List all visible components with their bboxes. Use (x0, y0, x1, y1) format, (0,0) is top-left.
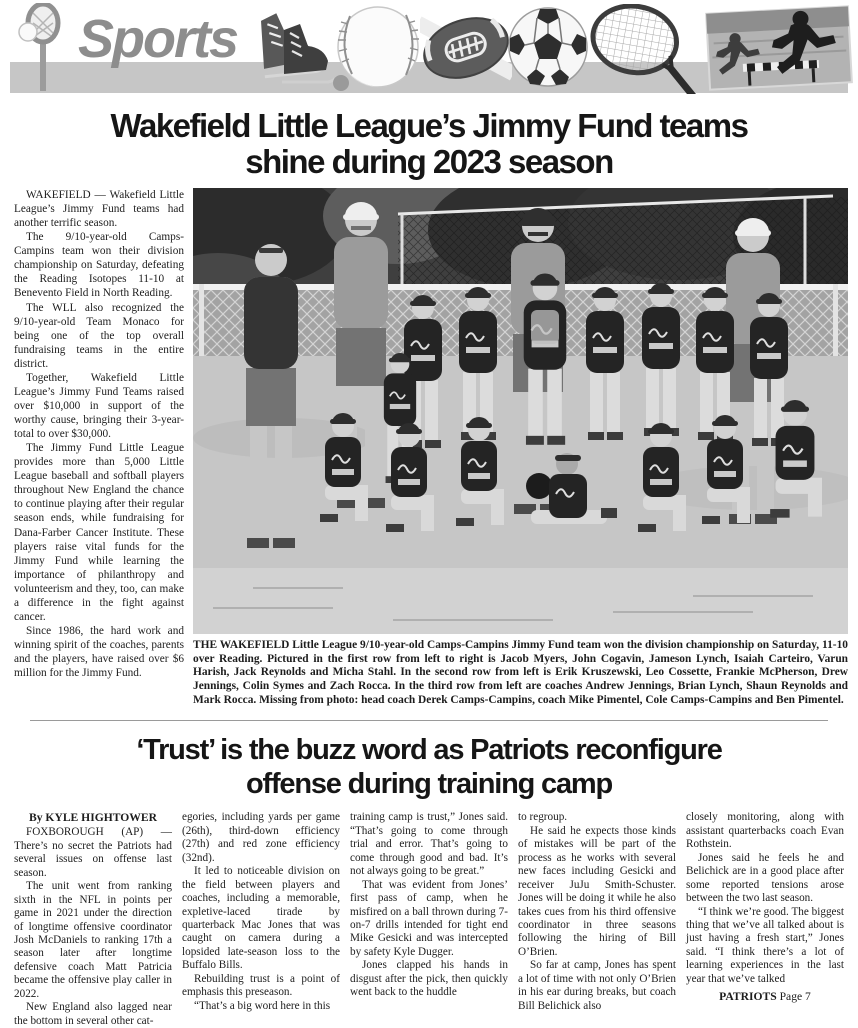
story1-paragraph: The 9/10-year-old Camps-Campins team won their division championship on Saturday, defeating the Reading Isotopes 11-10 at Benevento Field in North Reading. (14, 231, 184, 300)
sports-section-title: Sports (78, 9, 238, 69)
team-photo-figure (193, 188, 848, 707)
story1-paragraph: WAKEFIELD — Wakefield Little League’s Jimmy Fund teams had another terrific season. (14, 189, 184, 230)
story2-column-5 (686, 811, 844, 1028)
story2-headline (0, 733, 858, 801)
story2-paragraph: “That’s a big word here in this (194, 999, 331, 1012)
story2-paragraph: So far at camp, Jones has spent a lot of time with not only O’Brien in his ear during breaks, but coach Bill Belichick also (518, 959, 676, 1012)
story1-paragraph: The WLL also recognized the 9/10-year-old Team Monaco for being one of the top overall fundraising teams in the entire district. (14, 301, 184, 370)
story2-body (0, 811, 858, 1028)
sports-banner (0, 0, 858, 94)
tennis-racket-icon (588, 4, 708, 94)
story2-paragraph: He said he expects those kinds of mistakes will be part of the process as he works with several new faces including Gesicki and receiver JuJu Smith-Schuster. Jones will be doing it while he also takes cues from his third offensive coordinator in three seasons following the hiring of Bill O’Brien. (518, 824, 676, 958)
story2-paragraph: closely monitoring, along with assistant quarterbacks coach Evan Rothstein. (686, 811, 844, 851)
story1-body (14, 188, 184, 707)
story2-column-4 (518, 811, 676, 1028)
story2-paragraph: It led to noticeable division on the field between players and coaches, including a memorable, expletive-laced tirade by quarterback Mac Jones that was caught on camera during a lopsided late-season loss to the Buffalo Bills. (182, 865, 340, 972)
story2-paragraph: New England also lagged near the bottom in several other cat- (14, 1001, 172, 1027)
story2-paragraph: Jones said he feels he and Belichick are in a good place after some reported tensions arose between the two last season. (686, 851, 844, 905)
lacrosse-stick-icon (16, 3, 70, 93)
story2-headline-line2: offense during training camp (246, 768, 612, 801)
story2-paragraph: training camp is trust,” Jones said. “That’s going to come through trial and error. That’s going to come through good and bad. It’s not always going to be great.” (350, 811, 508, 878)
story1-paragraph: The Jimmy Fund Little League provides more than 5,000 Little League baseball and softball players throughout New England the chance to continue playing after their regular season ends, while fundraising for Dana-Farber Cancer Institute. These players raise vital funds for the Jimmy Fund while learning the importance of philanthropy and volunteerism and they, too, can make a difference in the fight against cancer. (14, 442, 184, 623)
story2-column-3 (350, 811, 508, 1028)
story1-headline-line1: Wakefield Little League’s Jimmy Fund teams (110, 107, 748, 144)
story2-paragraph: Jones clapped his hands in disgust after the pick, then quickly went back to the huddle (350, 959, 508, 999)
story1-headline (0, 108, 858, 180)
story2-paragraph: “I think we’re good. The biggest thing that we’ve all talked about is just having a fresh start,” Jones said. “I think there’s a lot of learning experiences in the last year that we’ve talked (686, 905, 844, 985)
continuation-line (686, 990, 844, 1003)
football-icon (420, 3, 512, 93)
story2-column-2 (182, 811, 340, 1028)
baseball-icon (332, 4, 422, 92)
story2-column-1 (14, 811, 172, 1028)
photo-caption: THE WAKEFIELD Little League 9/10-year-old Camps-Campins Jimmy Fund team won the division championship on Saturday, 11-10 over Reading. Pictured in the first row from left to right is Jacob Myers, John Cogavin, Jameson Lynch, Isaiah Carteiro, Varun Harish, Jack Reynolds and Micha Stahl. In the second row from left is Erik Kruszewski, Leo Cossette, Frankie McPherson, Drew Jennings, Colin Symes and Zach Rocca. In the third row from left are coaches Andrew Jennings, Brian Lynch, Shaun Reynolds and Mark Rocca. Missing from photo: head coach Derek Camps-Campins, coach Mike Pimentel, Cole Camps-Campins and Ben Pimentel. (193, 639, 848, 706)
story2-paragraph: The unit went from ranking sixth in the NFL in points per game in 2021 under the direction of longtime offensive coordinator Josh McDaniels to ranking 17th a season later after longtime defensive coach Matt Patricia became the offensive play caller in 2022. (14, 880, 172, 1000)
story2-headline-line1: ‘Trust’ is the buzz word as Patriots reconfigure (136, 734, 722, 767)
story2-paragraph: egories, including yards per game (26th), third-down efficiency (27th) and red zone efficiency (32nd). (182, 811, 340, 864)
story1-layout (0, 188, 858, 707)
byline: By KYLE HIGHTOWER (29, 811, 157, 825)
soccer-ball-icon (506, 5, 590, 89)
story2-paragraph: FOXBOROUGH (AP) — There’s no secret the Patriots had several issues on offense last season. (14, 826, 172, 879)
ice-skates-icon (246, 4, 334, 92)
story1-paragraph: Together, Wakefield Little League’s Jimmy Fund Teams raised over $10,000 in support of the worthy cause, bringing their 3-year-total to over $30,000. (14, 371, 184, 441)
team-photo (193, 188, 848, 634)
story2-paragraph: That was evident from Jones’ first pass of camp, when he misfired on a ball thrown during 7-on-7 drills intended for tight end Mike Gesicki and was intercepted by safety Kyle Dugger. (350, 878, 508, 958)
section-divider (30, 720, 828, 721)
story2-paragraph: to regroup. (518, 811, 568, 824)
hurdlers-image (704, 4, 854, 92)
story2-paragraph: Rebuilding trust is a point of emphasis this preseason. (182, 972, 340, 999)
story1-headline-line2: shine during 2023 season (245, 143, 613, 180)
continuation-page: Page 7 (779, 990, 811, 1004)
story1-paragraph: Since 1986, the hard work and winning spirit of the coaches, parents and the players, have raised over $6 million for the Jimmy Fund. (14, 624, 184, 680)
continuation-slug: PATRIOTS (719, 990, 777, 1004)
